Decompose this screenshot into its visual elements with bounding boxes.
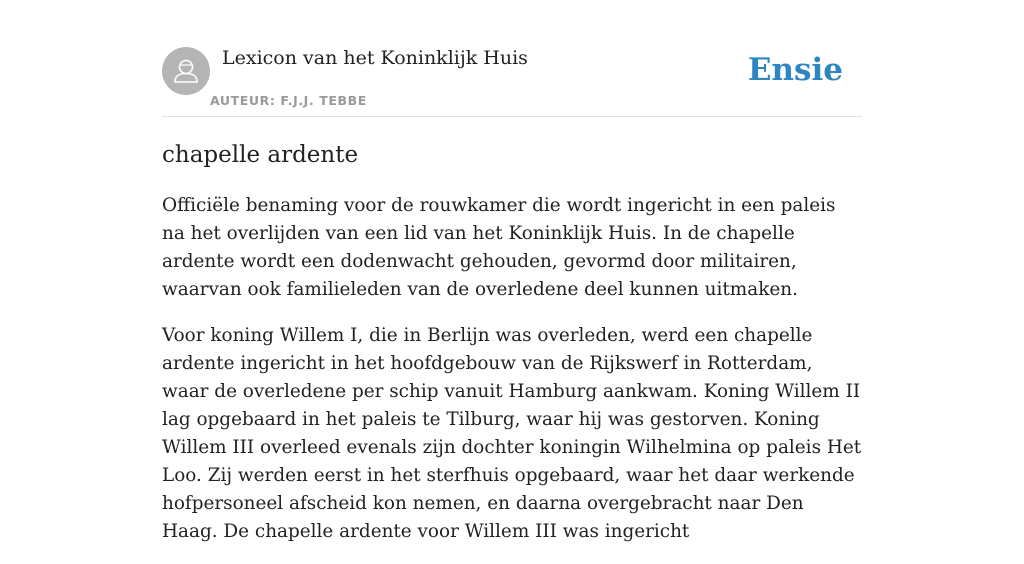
user-avatar-icon[interactable] — [162, 47, 210, 95]
article-paragraph-1: Officiële benaming voor de rouwkamer die wordt ingericht in een paleis na het overlijden van een lid van het Koninklijk Huis. In de chapelle ardente wordt een dodenwacht gehouden, gevormd door militairen, waarvan ook familieleden van de overledene deel kunnen uitmaken. — [162, 195, 836, 300]
page-container — [162, 0, 862, 542]
entry-title: chapelle ardente — [162, 142, 359, 168]
book-title[interactable]: Lexicon van het Koninklijk Huis — [222, 47, 528, 69]
author-label[interactable]: AUTEUR: F.J.J. TEBBE — [210, 93, 367, 108]
ensie-logo[interactable]: Ensie — [747, 52, 843, 88]
avatar-silhouette — [162, 47, 210, 95]
article-body — [162, 192, 862, 564]
article-paragraph-2: Voor koning Willem I, die in Berlijn was overleden, werd een chapelle ardente ingericht in het hoofdgebouw van de Rijkswerf in Rotterdam, waar de overledene per schip vanuit Hamburg aankwam. Koning Willem II lag opgebaard in het paleis te Tilburg, waar hij was gestorven. Koning Willem III overleed evenals zijn dochter koningin Wilhelmina op paleis Het Loo. Zij werden eerst in het sterfhuis opgebaard, waar het daar werkende hofpersoneel afscheid kon nemen, en daarna overgebracht naar Den Haag. De chapelle ardente voor Willem III was ingericht — [162, 325, 862, 542]
page-header — [162, 0, 862, 117]
